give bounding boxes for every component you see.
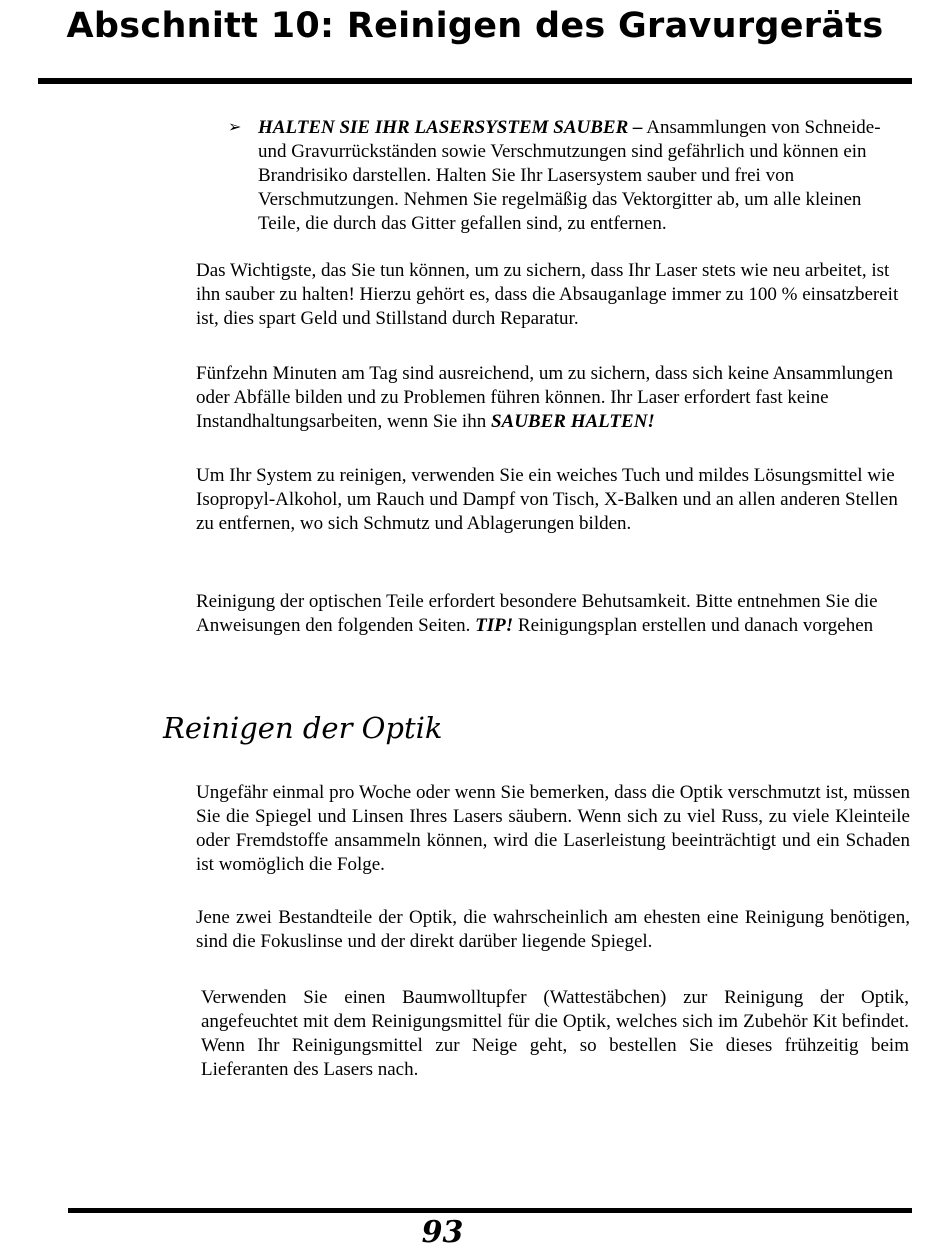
paragraph-weekly-cleaning: Ungefähr einmal pro Woche oder wenn Sie bemerken, dass die Optik verschmutzt ist, müssen Sie die Spiegel und Linsen Ihres Lasers säubern. Wenn sich zu viel Russ, zu viele Kleinteile oder Fremdstoffe ansammeln können, wird die Laserleistung beeinträchtigt und ein Schaden ist womöglich die Folge. <box>196 782 910 875</box>
page-title: Abschnitt 10: Reinigen des Gravurgeräts <box>66 6 884 46</box>
emphasis-keep-clean: SAUBER HALTEN! <box>490 411 655 432</box>
paragraph-optics-care <box>196 590 910 638</box>
arrow-bullet-icon: ➢ <box>228 119 242 136</box>
section-heading: Reinigen der Optik <box>163 711 443 745</box>
bullet-body: Ansammlungen von Schneide- und Gravurrückständen sowie Verschmutzungen sind gefährlich und können ein Brandrisiko darstellen. Halten Sie Ihr Lasersystem sauber und frei von Verschmutzungen. Nehmen Sie regelmäßig das Vektorgitter ab, um alle kleinen Teile, die durch das Gitter gefallen sind, zu entfernen. <box>258 117 881 234</box>
paragraph-clean-importance: Das Wichtigste, das Sie tun können, um zu sichern, dass Ihr Laser stets wie neu arbeitet, ist ihn sauber zu halten! Hierzu gehört es, dass die Absauganlage immer zu 100 % einsatzbereit ist, dies spart Geld und Stillstand durch Reparatur. <box>196 260 899 329</box>
paragraph-daily-text: Fünfzehn Minuten am Tag sind ausreichend, um zu sichern, dass sich keine Ansammlungen oder Abfälle bilden und zu Problemen führen können. Ihr Laser erfordert fast keine Instandhaltungsarbeiten, wenn Sie ihn <box>196 363 893 432</box>
page-number: 93 <box>421 1215 464 1250</box>
bullet-item <box>228 116 908 236</box>
paragraph-daily-minutes <box>196 362 910 434</box>
header-divider <box>38 78 912 84</box>
footer-divider <box>68 1208 912 1213</box>
paragraph-cotton-swab: Verwenden Sie einen Baumwolltupfer (Wattestäbchen) zur Reinigung der Optik, angefeuchtet mit dem Reinigungsmittel für die Optik, welches sich im Zubehör Kit befindet. Wenn Ihr Reinigungsmittel zur Neige geht, so bestellen Sie dieses frühzeitig beim Lieferanten des Lasers nach. <box>201 987 909 1080</box>
bullet-text <box>258 116 908 236</box>
paragraph-cleaning-method: Um Ihr System zu reinigen, verwenden Sie ein weiches Tuch und mildes Lösungsmittel wie Isopropyl-Alkohol, um Rauch und Dampf von Tisch, X-Balken und an allen anderen Stellen zu entfernen, wo sich Schmutz und Ablagerungen bilden. <box>196 465 898 534</box>
paragraph-optics-after: Reinigungsplan erstellen und danach vorgehen <box>513 615 874 636</box>
paragraph-optics-text: Reinigung der optischen Teile erfordert besondere Behutsamkeit. Bitte entnehmen Sie die Anweisungen den folgenden Seiten. <box>196 591 878 636</box>
paragraph-lens-mirror: Jene zwei Bestandteile der Optik, die wahrscheinlich am ehesten eine Reinigung benötigen, sind die Fokuslinse und der direkt darüber liegende Spiegel. <box>196 907 910 952</box>
bullet-lead: HALTEN SIE IHR LASERSYSTEM SAUBER – <box>258 117 643 138</box>
tip-label: TIP! <box>475 615 514 636</box>
